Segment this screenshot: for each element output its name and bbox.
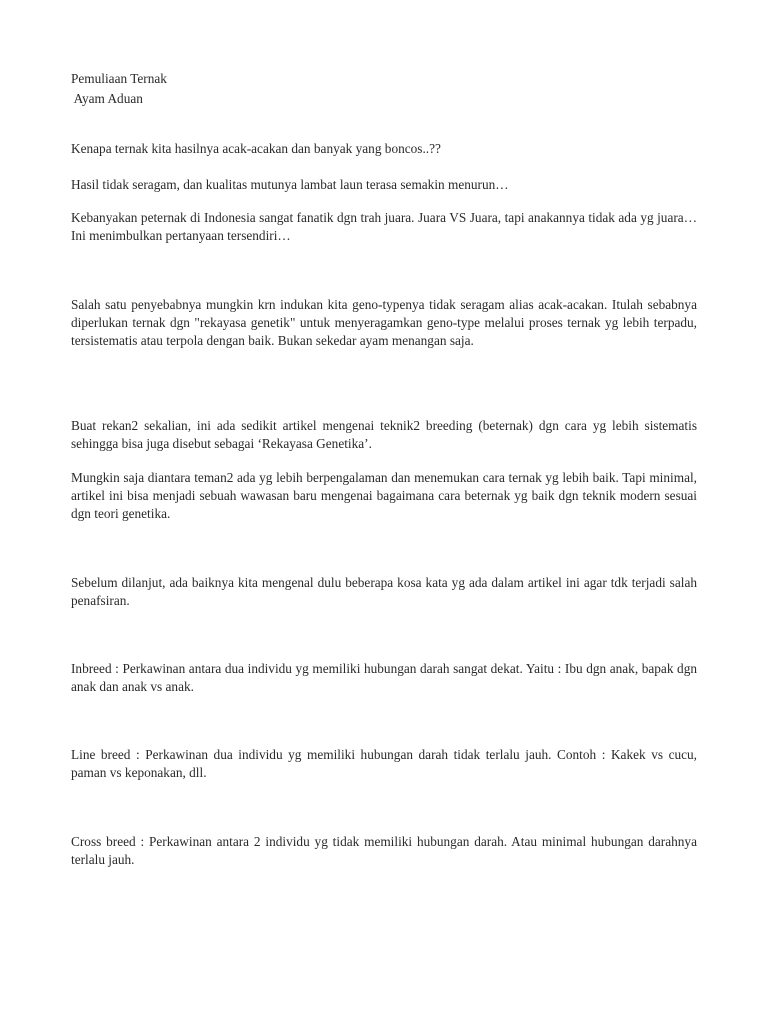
- paragraph: Kenapa ternak kita hasilnya acak-acakan dan banyak yang boncos..??: [71, 141, 441, 156]
- document-subtitle: Ayam Aduan: [71, 91, 143, 106]
- paragraph: Mungkin saja diantara teman2 ada yg lebih berpengalaman dan menemukan cara ternak yg lebih baik. Tapi minimal, artikel ini bisa menjadi sebuah wawasan baru mengenai bagaimana cara beternak yg baik dgn teknik modern sesuai dgn teori genetika.: [71, 470, 697, 521]
- paragraph: Kebanyakan peternak di Indonesia sangat fanatik dgn trah juara. Juara VS Juara, tapi anakannya tidak ada yg juara… Ini menimbulkan pertanyaan tersendiri…: [71, 210, 697, 243]
- paragraph: Cross breed : Perkawinan antara 2 individu yg tidak memiliki hubungan darah. Atau minimal hubungan darahnya terlalu jauh.: [71, 834, 697, 867]
- paragraph: Hasil tidak seragam, dan kualitas mutunya lambat laun terasa semakin menurun…: [71, 177, 509, 192]
- paragraph: Buat rekan2 sekalian, ini ada sedikit artikel mengenai teknik2 breeding (beternak) dgn cara yg lebih sistematis sehingga bisa juga disebut sebagai ‘Rekayasa Genetika’.: [71, 418, 697, 451]
- paragraph: Salah satu penyebabnya mungkin krn indukan kita geno-typenya tidak seragam alias acak-acakan. Itulah sebabnya diperlukan ternak dgn "rekayasa genetik" untuk menyeragamkan geno-type melalui proses ternak yg lebih terpadu, tersistematis atau terpola dengan baik. Bukan sekedar ayam menangan saja.: [71, 297, 697, 348]
- document-title: Pemuliaan Ternak: [71, 71, 167, 86]
- paragraph: Inbreed : Perkawinan antara dua individu yg memiliki hubungan darah sangat dekat. Yaitu : Ibu dgn anak, bapak dgn anak dan anak vs anak.: [71, 661, 697, 694]
- paragraph: Line breed : Perkawinan dua individu yg memiliki hubungan darah tidak terlalu jauh. Contoh : Kakek vs cucu, paman vs keponakan, dll.: [71, 747, 697, 780]
- paragraph: Sebelum dilanjut, ada baiknya kita mengenal dulu beberapa kosa kata yg ada dalam artikel ini agar tdk terjadi salah penafsiran.: [71, 575, 697, 608]
